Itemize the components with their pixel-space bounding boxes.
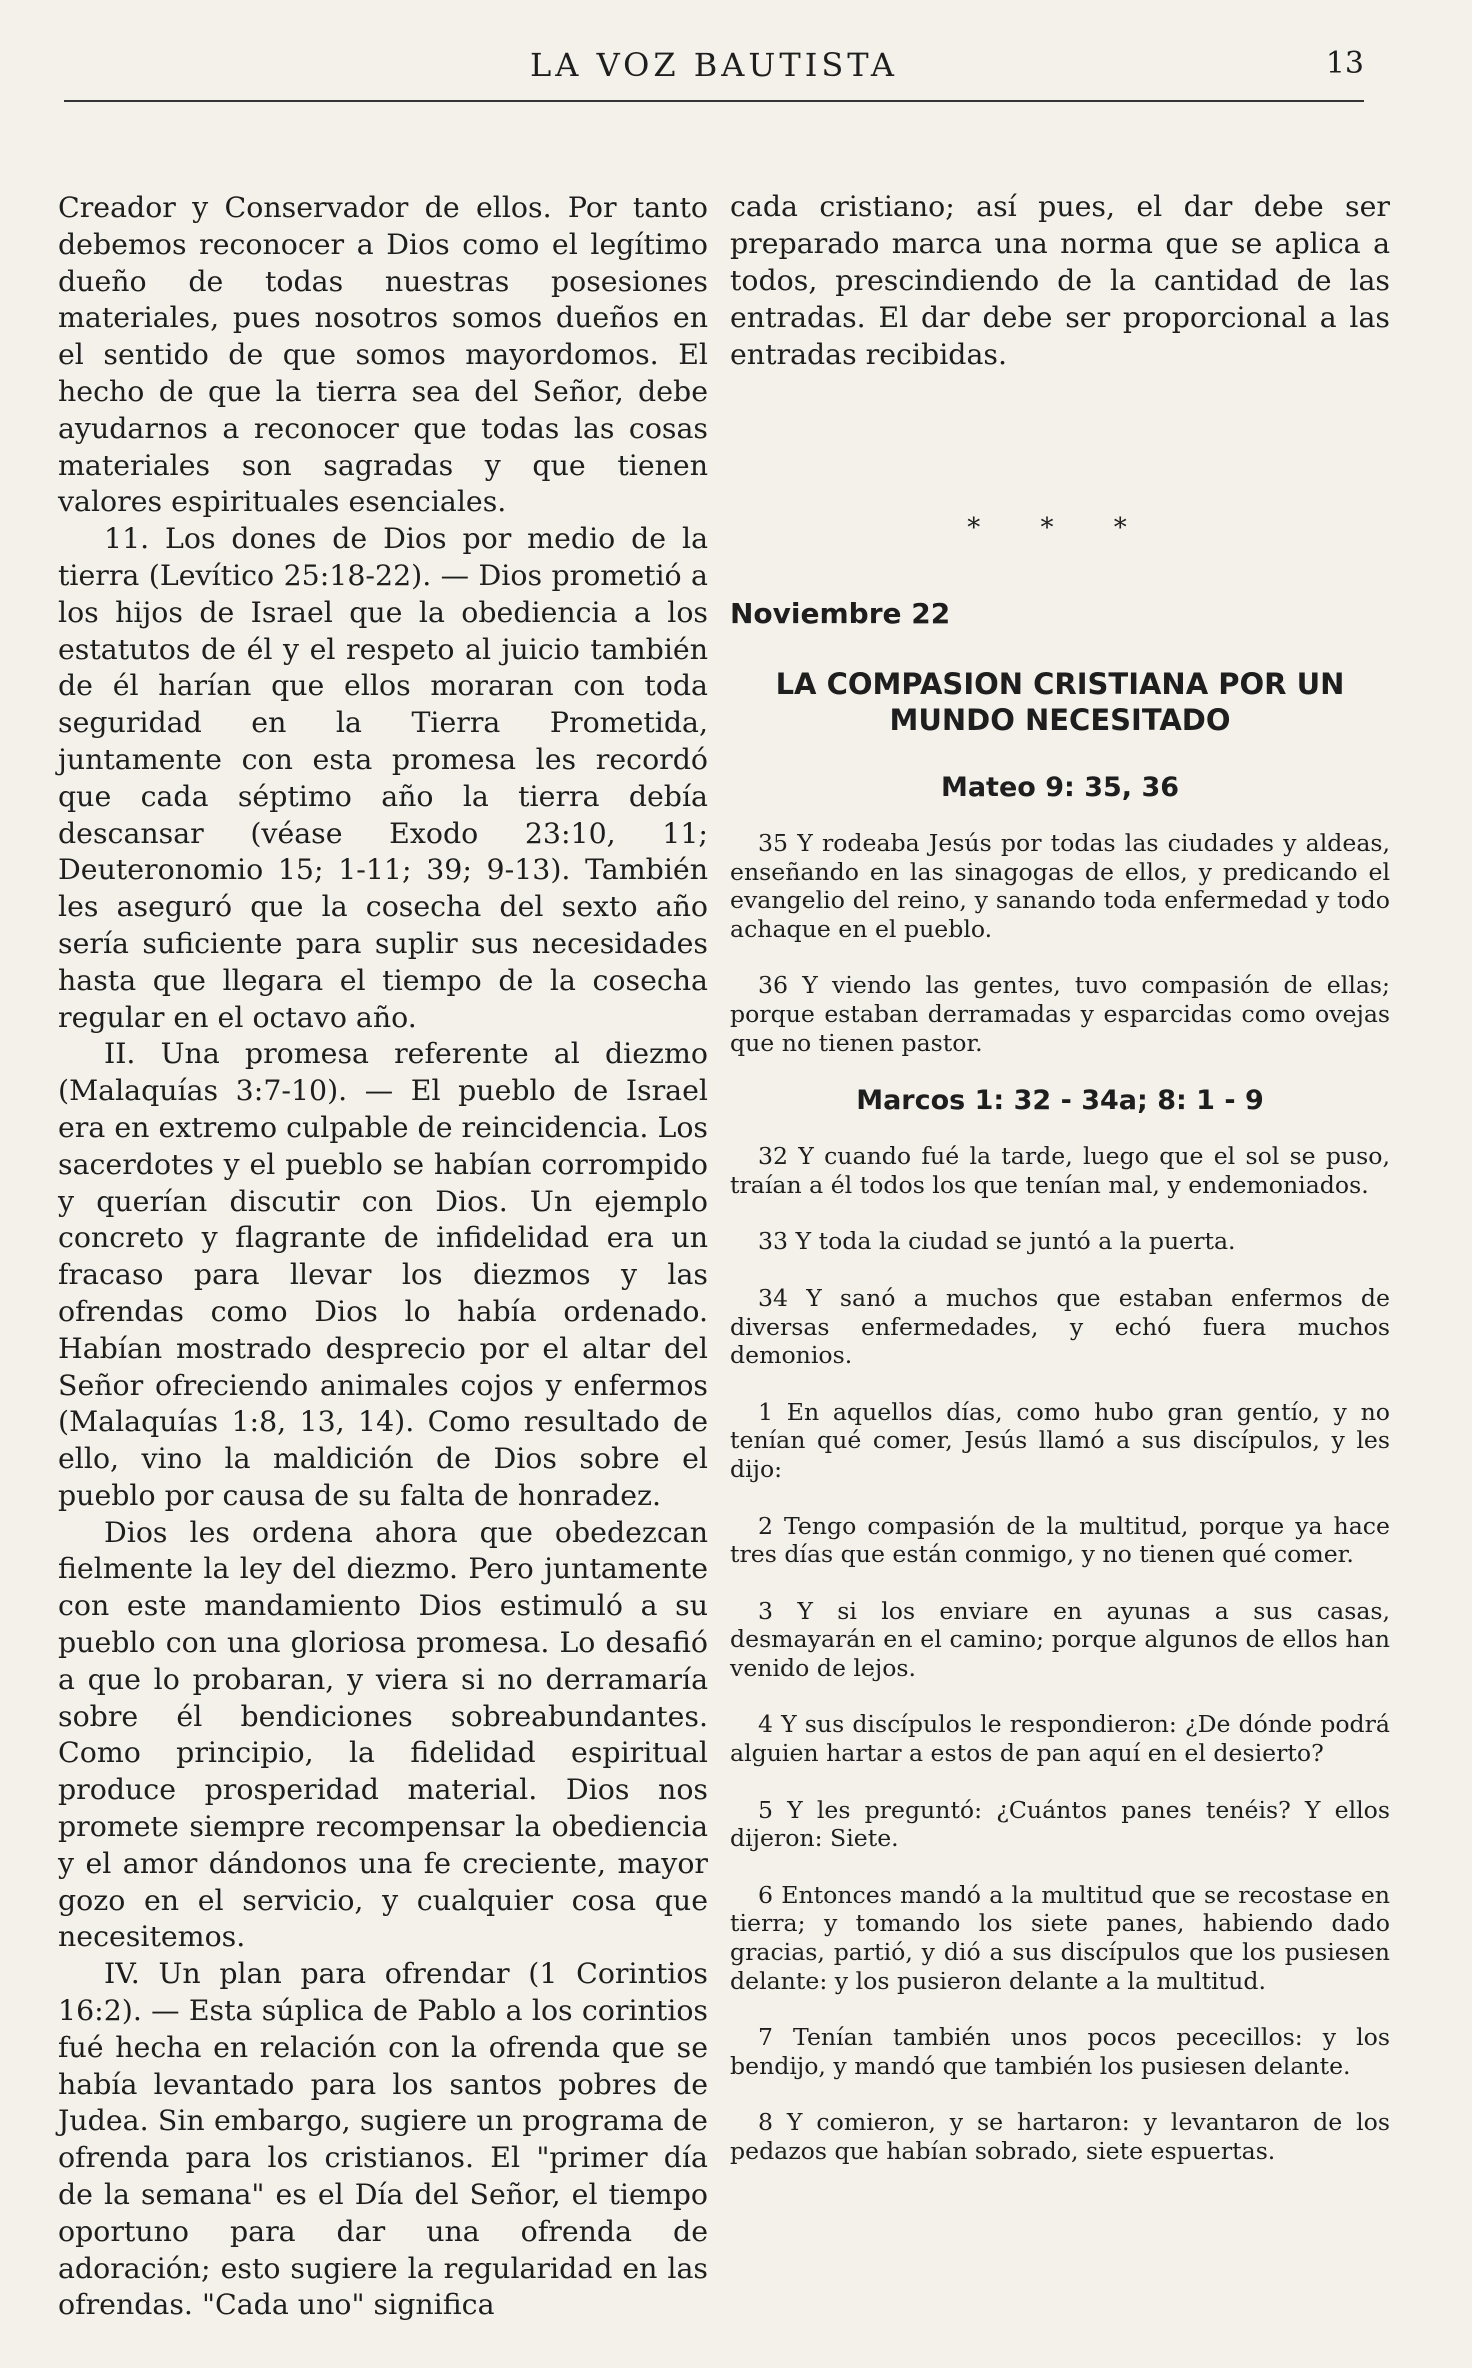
paragraph-section-ii: II. Una promesa referente al diezmo (Malaquías 3:7-10). — El pueblo de Israel era en extremo culpable de reincidencia. Los sacerdotes y el pueblo se habían corrompido y querían discutir con Dios. Un ejemplo concreto y flagrante de infidelidad era un fracaso para llevar los diezmos y las ofrendas como Dios lo había ordenado. Habían mostrado desprecio por el altar del Señor ofreciendo animales cojos y enfermos (Malaquías 1:8, 13, 14). Como resultado de ello, vino la maldición de Dios sobre el pueblo por causa de su falta de honradez. (58, 1037, 708, 1512)
verse: 2 Tengo compasión de la multitud, porque ya hace tres días que están conmigo, y no tienen qué comer. (730, 1511, 1390, 1569)
verse: 32 Y cuando fué la tarde, luego que el sol se puso, traían a él todos los que tenían mal, y endemoniados. (730, 1142, 1390, 1199)
right-column (730, 188, 1390, 2194)
verse: 5 Y les preguntó: ¿Cuántos panes tenéis? Y ellos dijeron: Siete. (730, 1795, 1390, 1853)
verse: 6 Entonces mandó a la multitud que se recostase en tierra; y tomando los siete panes, habiendo dado gracias, partió, y dió a sus discípulos que los pusiesen delante: y los pusieron delante a la multitud. (730, 1880, 1390, 1995)
paragraph-diezmo: Dios les ordena ahora que obedezcan fielmente la ley del diezmo. Pero juntamente con este mandamiento Dios estimuló a su pueblo con una gloriosa promesa. Lo desafió a que lo probaran, y viera si no derramaría sobre él bendiciones sobreabundantes. Como principio, la fidelidad espiritual produce prosperidad material. Dios nos promete siempre recompensar la obediencia y el amor dándonos una fe creciente, mayor gozo en el servicio, y cualquier cosa que necesitemos. (58, 1515, 708, 1954)
scripture-reference: Marcos 1: 32 - 34a; 8: 1 - 9 (856, 1085, 1264, 1117)
verse: 3 Y si los enviare en ayunas a sus casas, desmayarán en el camino; porque algunos de ellos han venido de lejos. (730, 1596, 1390, 1682)
paragraph-section-iv: IV. Un plan para ofrendar (1 Corintios 16:2). — Esta súplica de Pablo a los corintios fué hecha en relación con la ofrenda que se había levantado para los santos pobres de Judea. Sin embargo, sugiere un programa de ofrenda para los cristianos. El "primer día de la semana" es el Día del Señor, el tiempo oportuno para dar una ofrenda de adoración; esto sugiere la regularidad en las ofrendas. "Cada uno" significa (58, 1957, 708, 2322)
paragraph-section-11: 11. Los dones de Dios por medio de la tierra (Levítico 25:18-22). — Dios prometió a los hijos de Israel que la obediencia a los estatutos de él y el respeto al juicio también de él harían que ellos moraran con toda seguridad en la Tierra Prometida, juntamente con esta promesa les recordó que cada séptimo año la tierra debía descansar (véase Exodo 23:10, 11; Deuteronomio 15; 1-11; 39; 9-13). También les aseguró que la cosecha del sexto año sería suficiente para suplir sus necesidades hasta que llegara el tiempo de la cosecha regular en el octavo año. (58, 522, 708, 1034)
lesson-date: Noviembre 22 (730, 597, 951, 630)
page-number: 13 (1325, 46, 1364, 81)
verse-list (730, 829, 1390, 1057)
verse: 36 Y viendo las gentes, tuvo compasión de ellas; porque estaban derramadas y esparcidas como ovejas que no tienen pastor. (730, 971, 1390, 1057)
verse: 1 En aquellos días, como hubo gran gentío, y no tenían qué comer, Jesús llamó a sus discípulos, y les dijo: (730, 1397, 1390, 1483)
verse: 8 Y comieron, y se hartaron: y levantaron de los pedazos que habían sobrado, siete espuertas. (730, 2108, 1390, 2165)
paragraph-continuation: Creador y Conservador de ellos. Por tanto debemos reconocer a Dios como el legítimo dueño de todas nuestras posesiones materiales, pues nosotros somos dueños en el sentido de que somos mayordomos. El hecho de que la tierra sea del Señor, debe ayudarnos a reconocer que todas las cosas materiales son sagradas y que tienen valores espirituales esenciales. (58, 191, 708, 519)
verse: 33 Y toda la ciudad se juntó a la puerta. (758, 1227, 1236, 1256)
header-rule (64, 100, 1364, 102)
verse: 4 Y sus discípulos le respondieron: ¿De dónde podrá alguien hartar a estos de pan aquí en el desierto? (730, 1710, 1390, 1768)
paragraph-continuation-right: cada cristiano; así pues, el dar debe ser preparado marca una norma que se aplica a todos, prescindiendo de la cantidad de las entradas. El dar debe ser proporcional a las entradas recibidas. (730, 190, 1390, 371)
page-header (64, 38, 1364, 102)
verse: 35 Y rodeaba Jesús por todas las ciudades y aldeas, enseñando en las sinagogas de ellos, y predicando el evangelio del reino, y sanando toda enfermedad y todo achaque en el pueblo. (730, 829, 1390, 943)
lesson-title: LA COMPASION CRISTIANA POR UN MUNDO NECESITADO (775, 667, 1345, 737)
verse-list (730, 1142, 1390, 2165)
verse: 7 Tenían también unos pocos pececillos: y los bendijo, y mandó que también los pusiesen delante. (730, 2023, 1390, 2080)
left-column (58, 190, 708, 2324)
verse: 34 Y sanó a muchos que estaban enfermos de diversas enfermedades, y echó fuera muchos demonios. (730, 1283, 1390, 1370)
scripture-reference: Mateo 9: 35, 36 (940, 772, 1180, 803)
section-separator: * * * (967, 513, 1153, 543)
publication-title: LA VOZ BAUTISTA (530, 46, 898, 84)
